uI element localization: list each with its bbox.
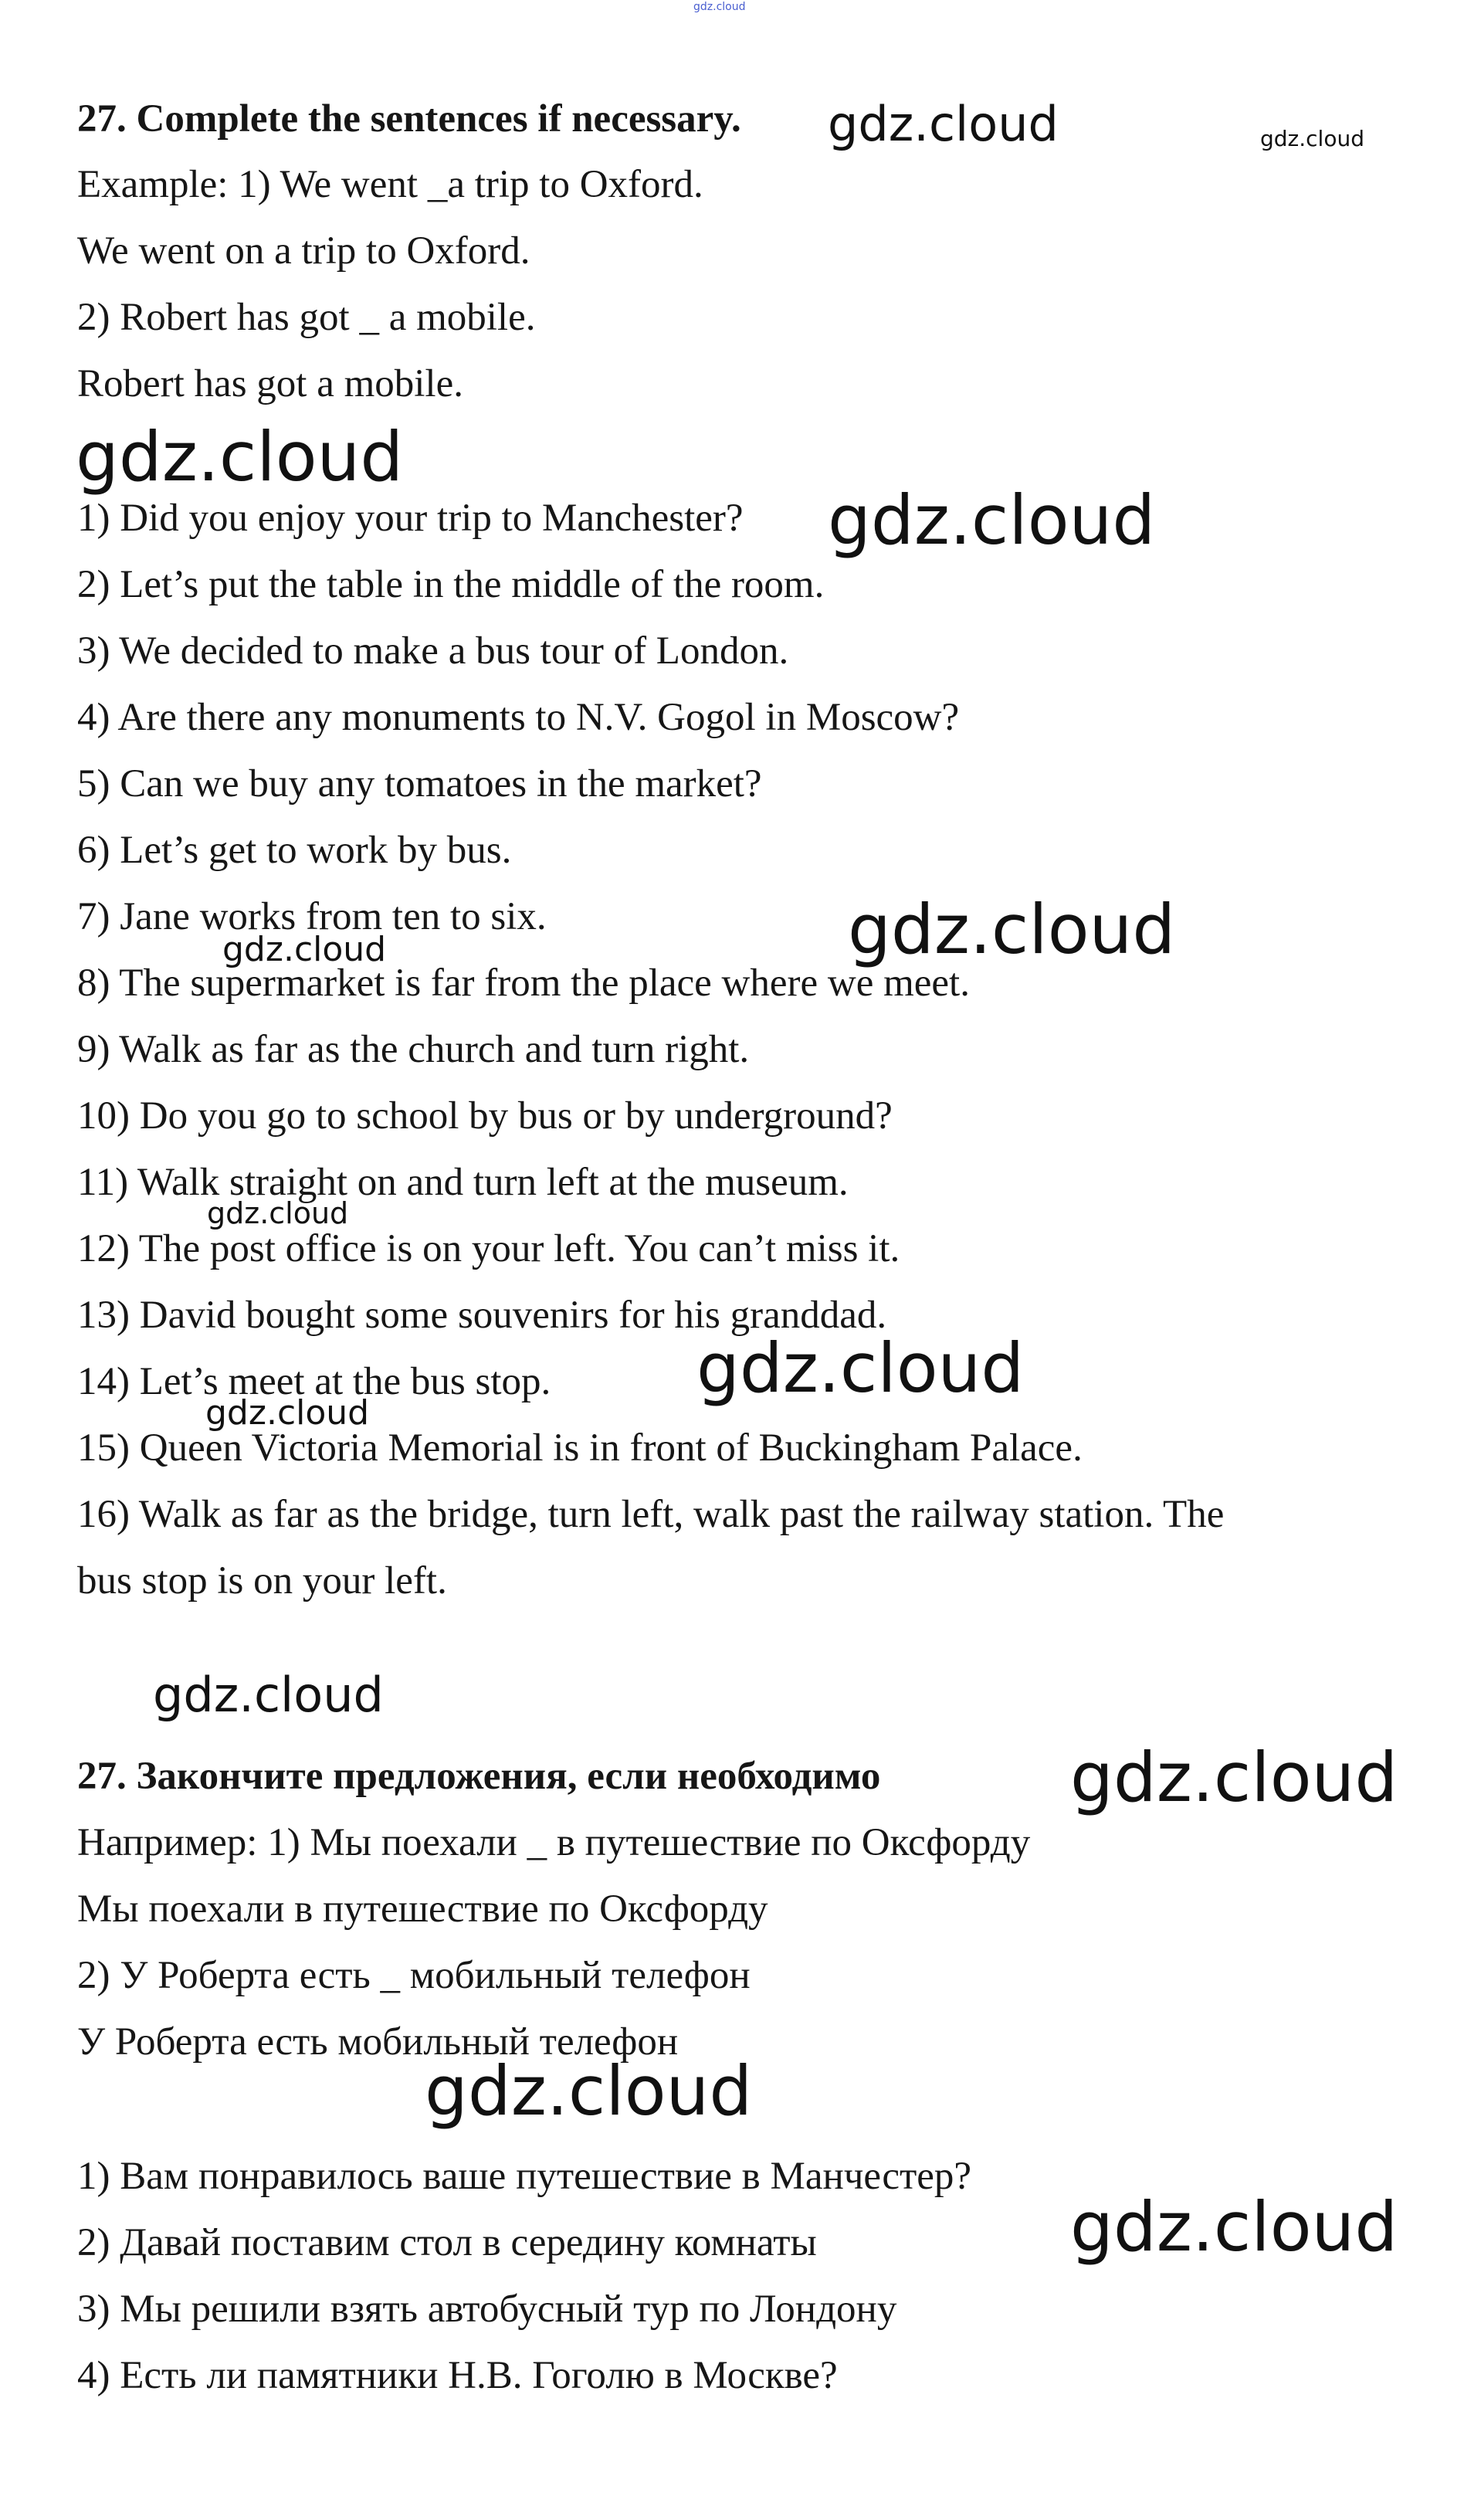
- watermark: gdz.cloud: [425, 2051, 753, 2131]
- answer-line: 6) Let’s get to work by bus.: [77, 829, 512, 872]
- watermark: gdz.cloud: [205, 1393, 370, 1433]
- example-line: У Роберта есть мобильный телефон: [77, 2020, 679, 2064]
- example-line: We went on a trip to Oxford.: [77, 229, 530, 273]
- watermark: gdz.cloud: [153, 1667, 384, 1723]
- answer-line: 13) David bought some souvenirs for his granddad.: [77, 1294, 887, 1337]
- answer-line: 2) Let’s put the table in the middle of the room.: [77, 563, 825, 606]
- answer-line: 2) Давай поставим стол в середину комнаты: [77, 2221, 817, 2264]
- watermark: gdz.cloud: [1260, 126, 1364, 151]
- answer-line: bus stop is on your left.: [77, 1559, 447, 1603]
- watermark: gdz.cloud: [848, 890, 1176, 969]
- answer-line: 8) The supermarket is far from the place where we meet.: [77, 962, 970, 1005]
- watermark: gdz.cloud: [696, 1328, 1025, 1408]
- watermark: gdz.cloud: [693, 1, 746, 13]
- example-line: Example: 1) We went _a trip to Oxford.: [77, 163, 703, 206]
- watermark: gdz.cloud: [1070, 2187, 1398, 2267]
- example-line: Например: 1) Мы поехали _ в путешествие по Оксфорду: [77, 1821, 1031, 1864]
- example-line: Robert has got a mobile.: [77, 362, 463, 405]
- answer-line: 7) Jane works from ten to six.: [77, 895, 547, 938]
- watermark: gdz.cloud: [1070, 1738, 1398, 1817]
- example-line: 2) У Роберта есть _ мобильный телефон: [77, 1954, 751, 1997]
- answer-line: 15) Queen Victoria Memorial is in front of Buckingham Palace.: [77, 1426, 1083, 1470]
- answer-line: 14) Let’s meet at the bus stop.: [77, 1360, 551, 1403]
- answer-line: 5) Can we buy any tomatoes in the market?: [77, 762, 762, 806]
- answer-line: 3) Мы решили взять автобусный тур по Лондону: [77, 2288, 897, 2331]
- answer-line: 1) Did you enjoy your trip to Manchester?: [77, 497, 744, 540]
- answer-line: 9) Walk as far as the church and turn right.: [77, 1028, 750, 1071]
- answer-line: 16) Walk as far as the bridge, turn left, walk past the railway station. The: [77, 1493, 1225, 1536]
- answer-line: 10) Do you go to school by bus or by underground?: [77, 1094, 893, 1138]
- answer-line: 4) Есть ли памятники Н.В. Гоголю в Москве?: [77, 2354, 838, 2397]
- answer-line: 1) Вам понравилось ваше путешествие в Манчестер?: [77, 2155, 972, 2198]
- watermark: gdz.cloud: [828, 480, 1156, 560]
- watermark: gdz.cloud: [76, 417, 404, 497]
- answer-line: 4) Are there any monuments to N.V. Gogol in Moscow?: [77, 696, 960, 739]
- watermark: gdz.cloud: [222, 930, 387, 969]
- answer-line: 3) We decided to make a bus tour of London.: [77, 629, 789, 673]
- answer-line: 12) The post office is on your left. You can’t miss it.: [77, 1227, 900, 1270]
- exercise-heading-en: 27. Complete the sentences if necessary.: [77, 97, 741, 141]
- watermark: gdz.cloud: [207, 1196, 349, 1230]
- example-line: Мы поехали в путешествие по Оксфорду: [77, 1887, 768, 1931]
- example-line: 2) Robert has got _ a mobile.: [77, 296, 536, 339]
- exercise-heading-ru: 27. Закончите предложения, если необходимо: [77, 1755, 881, 1798]
- watermark: gdz.cloud: [828, 96, 1059, 152]
- answer-line: 11) Walk straight on and turn left at the museum.: [77, 1161, 849, 1204]
